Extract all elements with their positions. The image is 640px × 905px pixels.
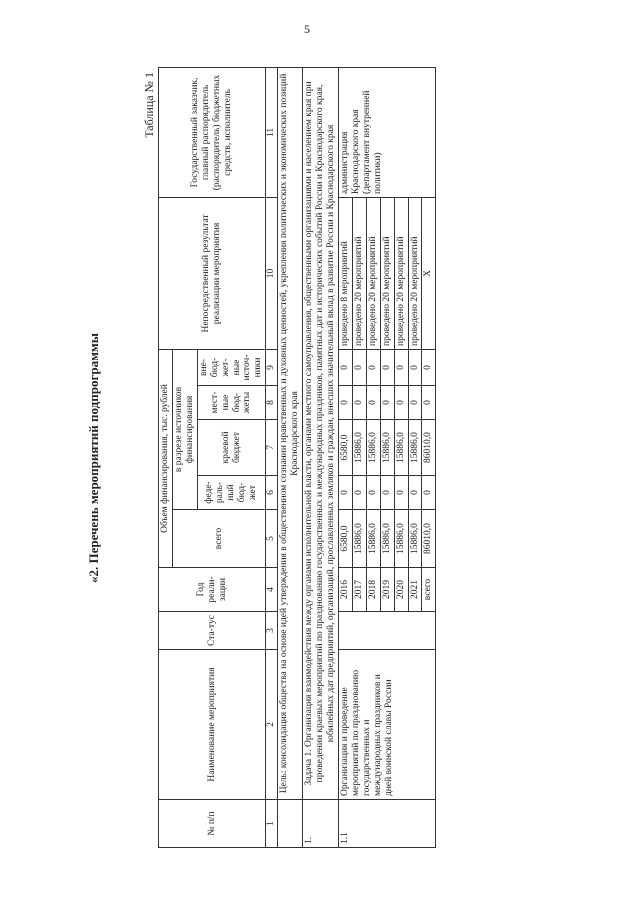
year-cell: всего	[422, 568, 436, 612]
header-federal: феде-раль-ный бюд-жет	[197, 476, 266, 510]
task-text: Задача 1. Организация взаимодействия между органами исполнительной власти, органами местного самоуправления, общественными организациями и населением края при проведении краевых мероприятий по празднованию государственных и международных праздников, памятных дат и исторических событий России и Краснодарского края, юбилейных дат предприятий, организаций, прославленных земляков и граждан, внесших значительный вклад в развитие России и Краснодарского края	[303, 67, 339, 799]
column-number: 1	[266, 800, 278, 848]
total-cell: 15886,0	[394, 510, 408, 568]
events-table	[158, 67, 436, 848]
column-number: 6	[266, 476, 278, 510]
header-name: Наименование мероприятия	[159, 650, 266, 800]
local-cell: 0	[366, 386, 380, 420]
header-regional: краевой бюджет	[197, 420, 266, 476]
extra-cell: 0	[366, 349, 380, 385]
year-cell: 2020	[394, 568, 408, 612]
column-number: 7	[266, 420, 278, 476]
header-sources: в разрезе источников финансирования	[172, 349, 197, 509]
extra-cell: 0	[380, 349, 394, 385]
regional-cell: 15886,0	[366, 420, 380, 476]
local-cell: 0	[408, 386, 422, 420]
regional-cell: 86010,0	[422, 420, 436, 476]
total-cell: 15886,0	[352, 510, 366, 568]
local-cell: 0	[422, 386, 436, 420]
header-local: мест-ные бюд-жеты	[197, 386, 266, 420]
extra-cell: 0	[422, 349, 436, 385]
column-number: 3	[266, 612, 278, 650]
header-extra: вне-бюд-жет-ные источ-ники	[197, 349, 266, 385]
result-cell: Х	[422, 197, 436, 349]
event-status	[338, 612, 435, 650]
result-cell: проведено 20 мероприятий	[352, 197, 366, 349]
column-number: 2	[266, 650, 278, 800]
result-cell: проведено 8 мероприятий	[338, 197, 352, 349]
column-number: 5	[266, 510, 278, 568]
column-number: 4	[266, 568, 278, 612]
goal-text: Цель: консолидация общества на основе идей утверждения в общественном сознании нравственных и духовных ценностей, укрепления политических и экономических позиций Краснодарского края	[278, 67, 303, 799]
header-result: Непосредственный результат реализации мероприятия	[159, 197, 266, 349]
year-cell: 2017	[352, 568, 366, 612]
column-number: 10	[266, 197, 278, 349]
result-cell: проведено 20 мероприятий	[366, 197, 380, 349]
extra-cell: 0	[338, 349, 352, 385]
table-row	[338, 67, 352, 847]
result-cell: проведено 20 мероприятий	[408, 197, 422, 349]
header-total: всего	[172, 510, 265, 568]
header-funding: Объем финансирования, тыс. рублей	[159, 349, 173, 567]
extra-cell: 0	[408, 349, 422, 385]
federal-cell: 0	[394, 476, 408, 510]
result-cell: проведено 20 мероприятий	[394, 197, 408, 349]
federal-cell: 0	[338, 476, 352, 510]
section-title: «2. Перечень мероприятий подпрограммы	[86, 333, 101, 583]
total-cell: 15886,0	[408, 510, 422, 568]
total-cell: 86010,0	[422, 510, 436, 568]
year-cell: 2016	[338, 568, 352, 612]
table-caption: Таблица № 1	[142, 72, 156, 138]
year-cell: 2019	[380, 568, 394, 612]
federal-cell: 0	[366, 476, 380, 510]
local-cell: 0	[338, 386, 352, 420]
regional-cell: 15886,0	[352, 420, 366, 476]
regional-cell: 15886,0	[394, 420, 408, 476]
local-cell: 0	[352, 386, 366, 420]
event-name: Организация и проведение мероприятий по празднованию государственных и международных праздников и дней воинской славы России	[338, 650, 435, 800]
year-cell: 2018	[366, 568, 380, 612]
column-number: 8	[266, 386, 278, 420]
federal-cell: 0	[408, 476, 422, 510]
header-status: Ста-тус	[159, 612, 266, 650]
regional-cell: 6580,0	[338, 420, 352, 476]
column-numbers-row	[266, 67, 278, 847]
header-num: № п/п	[159, 800, 266, 848]
local-cell: 0	[394, 386, 408, 420]
task-row	[303, 67, 339, 847]
rotated-page-content	[72, 68, 562, 848]
result-cell: проведено 20 мероприятий	[380, 197, 394, 349]
regional-cell: 15886,0	[380, 420, 394, 476]
header-customer: Государственный заказчик, главный распорядитель (распорядитель) бюджетных средств, исполнитель	[159, 67, 266, 197]
goal-row	[278, 67, 303, 847]
total-cell: 6580,0	[338, 510, 352, 568]
column-number: 9	[266, 349, 278, 385]
total-cell: 15886,0	[380, 510, 394, 568]
total-cell: 15886,0	[366, 510, 380, 568]
federal-cell: 0	[352, 476, 366, 510]
event-customer: администрация Краснодарского края (департамент внутренней политики)	[338, 67, 435, 197]
year-cell: 2021	[408, 568, 422, 612]
local-cell: 0	[380, 386, 394, 420]
event-number: 1.1	[338, 800, 435, 848]
extra-cell: 0	[394, 349, 408, 385]
header-year: Год реали-зации	[159, 568, 266, 612]
column-number: 11	[266, 67, 278, 197]
task-number: 1.	[303, 800, 339, 848]
page-number: 5	[304, 22, 310, 36]
extra-cell: 0	[352, 349, 366, 385]
federal-cell: 0	[380, 476, 394, 510]
regional-cell: 15886,0	[408, 420, 422, 476]
federal-cell: 0	[422, 476, 436, 510]
